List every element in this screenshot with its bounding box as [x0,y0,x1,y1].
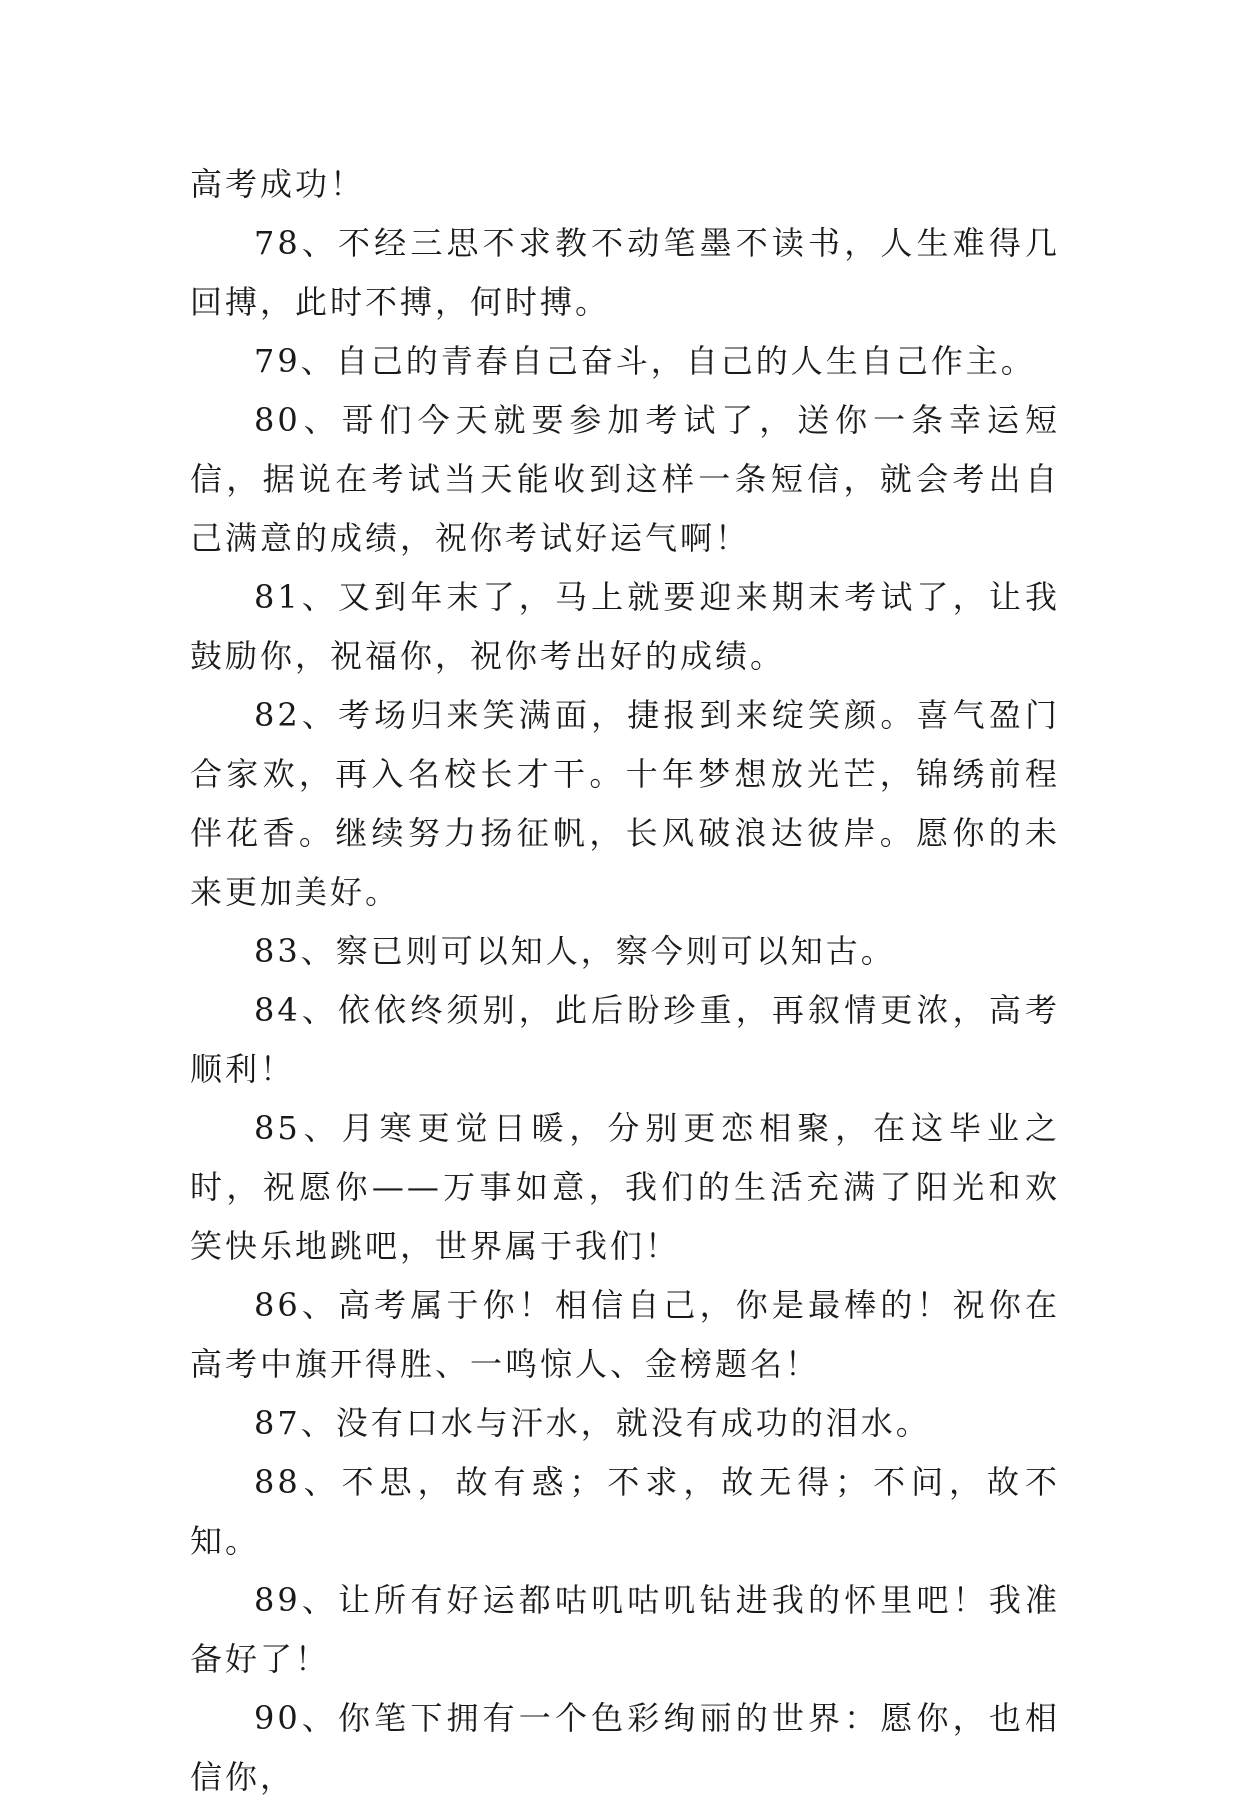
paragraph: 82、考场归来笑满面，捷报到来绽笑颜。喜气盈门合家欢，再入名校长才干。十年梦想放光芒，锦绣前程伴花香。继续努力扬征帆，长风破浪达彼岸。愿你的未来更加美好。 [190,696,1060,911]
paragraph: 87、没有口水与汗水，就没有成功的泪水。 [254,1404,931,1442]
paragraph: 81、又到年末了，马上就要迎来期末考试了，让我鼓励你，祝福你，祝你考出好的成绩。 [190,578,1060,675]
paragraph: 79、自己的青春自己奋斗，自己的人生自己作主。 [254,342,1036,380]
paragraph: 85、月寒更觉日暖，分别更恋相聚，在这毕业之时，祝愿你——万事如意，我们的生活充满了阳光和欢笑快乐地跳吧，世界属于我们！ [190,1109,1060,1265]
paragraph: 80、哥们今天就要参加考试了，送你一条幸运短信，据说在考试当天能收到这样一条短信，就会考出自己满意的成绩，祝你考试好运气啊！ [190,401,1060,557]
document-body [190,155,1060,1807]
paragraph: 83、察已则可以知人，察今则可以知古。 [254,932,896,970]
paragraph: 88、不思，故有惑；不求，故无得；不问，故不知。 [190,1463,1060,1560]
paragraph: 89、让所有好运都咕叽咕叽钻进我的怀里吧！我准备好了！ [190,1581,1060,1678]
paragraph: 78、不经三思不求教不动笔墨不读书，人生难得几回搏，此时不搏，何时搏。 [190,224,1060,321]
paragraph: 90、你笔下拥有一个色彩绚丽的世界：愿你，也相信你， [190,1699,1060,1796]
paragraph: 86、高考属于你！相信自己，你是最棒的！祝你在高考中旗开得胜、一鸣惊人、金榜题名！ [190,1286,1060,1383]
paragraph: 84、依依终须别，此后盼珍重，再叙情更浓，高考顺利！ [190,991,1060,1088]
paragraph: 高考成功！ [190,165,366,203]
